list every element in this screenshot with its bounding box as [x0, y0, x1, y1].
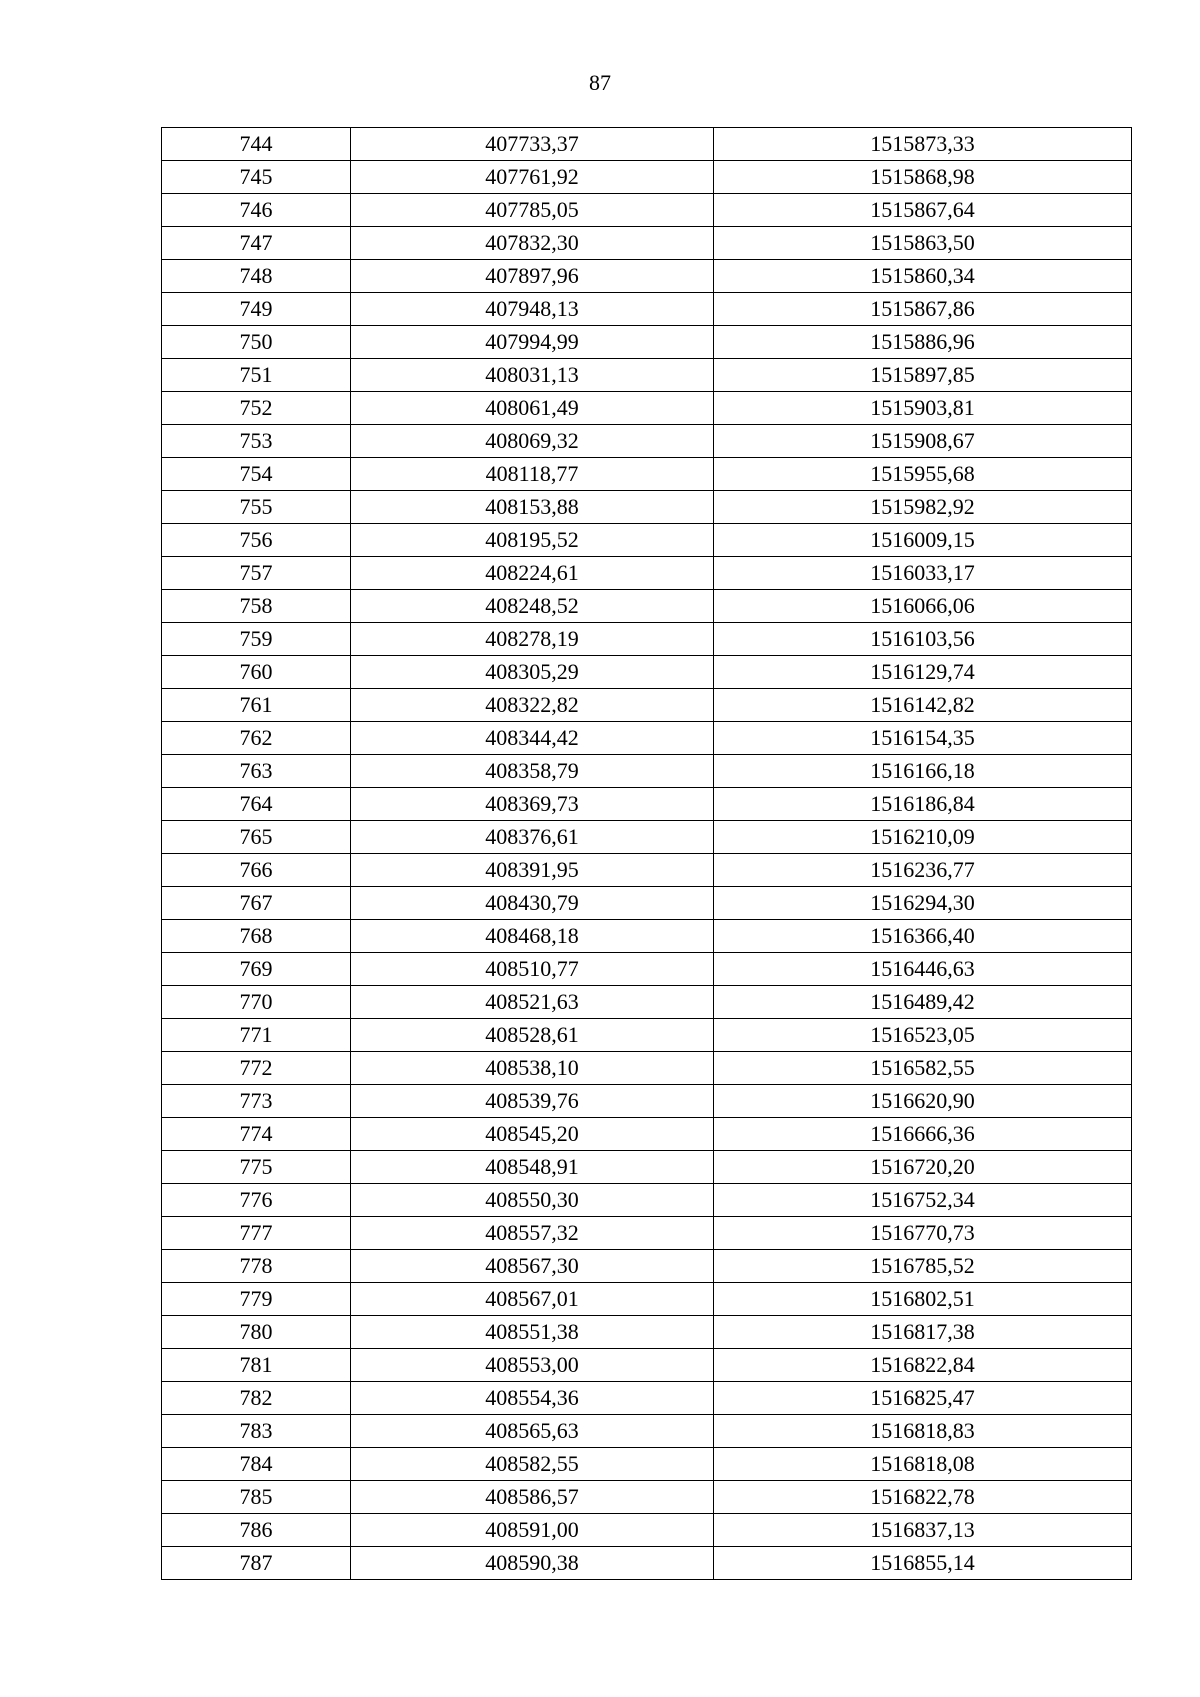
y-coordinate-cell: 1516818,08 — [714, 1448, 1132, 1481]
point-number-cell: 780 — [162, 1316, 351, 1349]
point-number-cell: 756 — [162, 524, 351, 557]
y-coordinate-cell: 1516294,30 — [714, 887, 1132, 920]
point-number-cell: 760 — [162, 656, 351, 689]
point-number-cell: 761 — [162, 689, 351, 722]
table-row — [162, 1184, 1132, 1217]
point-number-cell: 755 — [162, 491, 351, 524]
x-coordinate-cell: 408358,79 — [351, 755, 714, 788]
y-coordinate-cell: 1516154,35 — [714, 722, 1132, 755]
table-row — [162, 1514, 1132, 1547]
table-row — [162, 227, 1132, 260]
x-coordinate-cell: 408551,38 — [351, 1316, 714, 1349]
x-coordinate-cell: 408305,29 — [351, 656, 714, 689]
y-coordinate-cell: 1516855,14 — [714, 1547, 1132, 1580]
table-row — [162, 722, 1132, 755]
point-number-cell: 764 — [162, 788, 351, 821]
table-row — [162, 326, 1132, 359]
x-coordinate-cell: 408224,61 — [351, 557, 714, 590]
y-coordinate-cell: 1516817,38 — [714, 1316, 1132, 1349]
point-number-cell: 770 — [162, 986, 351, 1019]
table-row — [162, 425, 1132, 458]
x-coordinate-cell: 408586,57 — [351, 1481, 714, 1514]
y-coordinate-cell: 1516620,90 — [714, 1085, 1132, 1118]
point-number-cell: 747 — [162, 227, 351, 260]
point-number-cell: 763 — [162, 755, 351, 788]
y-coordinate-cell: 1516103,56 — [714, 623, 1132, 656]
x-coordinate-cell: 408550,30 — [351, 1184, 714, 1217]
table-row — [162, 590, 1132, 623]
x-coordinate-cell: 408582,55 — [351, 1448, 714, 1481]
table-row — [162, 491, 1132, 524]
table-row — [162, 821, 1132, 854]
point-number-cell: 769 — [162, 953, 351, 986]
x-coordinate-cell: 407733,37 — [351, 128, 714, 161]
y-coordinate-cell: 1516785,52 — [714, 1250, 1132, 1283]
y-coordinate-cell: 1516752,34 — [714, 1184, 1132, 1217]
point-number-cell: 749 — [162, 293, 351, 326]
table-row — [162, 986, 1132, 1019]
x-coordinate-cell: 408591,00 — [351, 1514, 714, 1547]
table-row — [162, 689, 1132, 722]
table-row — [162, 1382, 1132, 1415]
point-number-cell: 786 — [162, 1514, 351, 1547]
point-number-cell: 744 — [162, 128, 351, 161]
table-row — [162, 1481, 1132, 1514]
table-row — [162, 194, 1132, 227]
x-coordinate-cell: 408248,52 — [351, 590, 714, 623]
x-coordinate-cell: 408539,76 — [351, 1085, 714, 1118]
coordinates-table — [161, 127, 1132, 1580]
y-coordinate-cell: 1516186,84 — [714, 788, 1132, 821]
x-coordinate-cell: 408195,52 — [351, 524, 714, 557]
x-coordinate-cell: 408554,36 — [351, 1382, 714, 1415]
point-number-cell: 765 — [162, 821, 351, 854]
y-coordinate-cell: 1516822,84 — [714, 1349, 1132, 1382]
point-number-cell: 748 — [162, 260, 351, 293]
y-coordinate-cell: 1516236,77 — [714, 854, 1132, 887]
point-number-cell: 753 — [162, 425, 351, 458]
point-number-cell: 785 — [162, 1481, 351, 1514]
y-coordinate-cell: 1516666,36 — [714, 1118, 1132, 1151]
point-number-cell: 773 — [162, 1085, 351, 1118]
x-coordinate-cell: 408468,18 — [351, 920, 714, 953]
y-coordinate-cell: 1515982,92 — [714, 491, 1132, 524]
y-coordinate-cell: 1516142,82 — [714, 689, 1132, 722]
table-row — [162, 1415, 1132, 1448]
y-coordinate-cell: 1516818,83 — [714, 1415, 1132, 1448]
table-row — [162, 1448, 1132, 1481]
y-coordinate-cell: 1516523,05 — [714, 1019, 1132, 1052]
table-row — [162, 920, 1132, 953]
point-number-cell: 751 — [162, 359, 351, 392]
table-row — [162, 1250, 1132, 1283]
y-coordinate-cell: 1516837,13 — [714, 1514, 1132, 1547]
table-row — [162, 1547, 1132, 1580]
point-number-cell: 752 — [162, 392, 351, 425]
y-coordinate-cell: 1515863,50 — [714, 227, 1132, 260]
point-number-cell: 776 — [162, 1184, 351, 1217]
x-coordinate-cell: 408031,13 — [351, 359, 714, 392]
point-number-cell: 777 — [162, 1217, 351, 1250]
point-number-cell: 745 — [162, 161, 351, 194]
table-row — [162, 260, 1132, 293]
table-row — [162, 557, 1132, 590]
x-coordinate-cell: 408557,32 — [351, 1217, 714, 1250]
x-coordinate-cell: 408069,32 — [351, 425, 714, 458]
y-coordinate-cell: 1515897,85 — [714, 359, 1132, 392]
table-row — [162, 953, 1132, 986]
y-coordinate-cell: 1516066,06 — [714, 590, 1132, 623]
table-row — [162, 1085, 1132, 1118]
table-row — [162, 161, 1132, 194]
y-coordinate-cell: 1516166,18 — [714, 755, 1132, 788]
x-coordinate-cell: 408376,61 — [351, 821, 714, 854]
point-number-cell: 774 — [162, 1118, 351, 1151]
table-row — [162, 755, 1132, 788]
table-row — [162, 788, 1132, 821]
point-number-cell: 750 — [162, 326, 351, 359]
table-row — [162, 1151, 1132, 1184]
point-number-cell: 754 — [162, 458, 351, 491]
table-row — [162, 854, 1132, 887]
y-coordinate-cell: 1516802,51 — [714, 1283, 1132, 1316]
table-row — [162, 293, 1132, 326]
y-coordinate-cell: 1515955,68 — [714, 458, 1132, 491]
table-row — [162, 359, 1132, 392]
y-coordinate-cell: 1515873,33 — [714, 128, 1132, 161]
x-coordinate-cell: 408322,82 — [351, 689, 714, 722]
table-row — [162, 1349, 1132, 1382]
table-row — [162, 1052, 1132, 1085]
x-coordinate-cell: 408369,73 — [351, 788, 714, 821]
x-coordinate-cell: 408553,00 — [351, 1349, 714, 1382]
y-coordinate-cell: 1515886,96 — [714, 326, 1132, 359]
x-coordinate-cell: 408118,77 — [351, 458, 714, 491]
point-number-cell: 772 — [162, 1052, 351, 1085]
point-number-cell: 787 — [162, 1547, 351, 1580]
table-row — [162, 1217, 1132, 1250]
y-coordinate-cell: 1516770,73 — [714, 1217, 1132, 1250]
x-coordinate-cell: 408528,61 — [351, 1019, 714, 1052]
y-coordinate-cell: 1516366,40 — [714, 920, 1132, 953]
y-coordinate-cell: 1516825,47 — [714, 1382, 1132, 1415]
table-row — [162, 656, 1132, 689]
point-number-cell: 784 — [162, 1448, 351, 1481]
x-coordinate-cell: 408545,20 — [351, 1118, 714, 1151]
point-number-cell: 782 — [162, 1382, 351, 1415]
coordinates-table-body — [162, 128, 1132, 1580]
point-number-cell: 778 — [162, 1250, 351, 1283]
x-coordinate-cell: 408061,49 — [351, 392, 714, 425]
table-row — [162, 458, 1132, 491]
y-coordinate-cell: 1515867,86 — [714, 293, 1132, 326]
y-coordinate-cell: 1516582,55 — [714, 1052, 1132, 1085]
y-coordinate-cell: 1515868,98 — [714, 161, 1132, 194]
x-coordinate-cell: 408590,38 — [351, 1547, 714, 1580]
table-row — [162, 887, 1132, 920]
x-coordinate-cell: 407832,30 — [351, 227, 714, 260]
x-coordinate-cell: 408548,91 — [351, 1151, 714, 1184]
point-number-cell: 758 — [162, 590, 351, 623]
x-coordinate-cell: 407897,96 — [351, 260, 714, 293]
table-row — [162, 1283, 1132, 1316]
point-number-cell: 783 — [162, 1415, 351, 1448]
x-coordinate-cell: 407761,92 — [351, 161, 714, 194]
point-number-cell: 767 — [162, 887, 351, 920]
table-row — [162, 1118, 1132, 1151]
table-row — [162, 1019, 1132, 1052]
point-number-cell: 766 — [162, 854, 351, 887]
x-coordinate-cell: 408510,77 — [351, 953, 714, 986]
y-coordinate-cell: 1516822,78 — [714, 1481, 1132, 1514]
point-number-cell: 775 — [162, 1151, 351, 1184]
point-number-cell: 779 — [162, 1283, 351, 1316]
table-row — [162, 524, 1132, 557]
x-coordinate-cell: 408565,63 — [351, 1415, 714, 1448]
point-number-cell: 768 — [162, 920, 351, 953]
x-coordinate-cell: 408344,42 — [351, 722, 714, 755]
point-number-cell: 771 — [162, 1019, 351, 1052]
x-coordinate-cell: 408567,30 — [351, 1250, 714, 1283]
x-coordinate-cell: 408521,63 — [351, 986, 714, 1019]
point-number-cell: 746 — [162, 194, 351, 227]
page-number: 87 — [589, 70, 611, 95]
table-row — [162, 128, 1132, 161]
x-coordinate-cell: 408567,01 — [351, 1283, 714, 1316]
point-number-cell: 757 — [162, 557, 351, 590]
y-coordinate-cell: 1516720,20 — [714, 1151, 1132, 1184]
y-coordinate-cell: 1516210,09 — [714, 821, 1132, 854]
table-row — [162, 623, 1132, 656]
x-coordinate-cell: 408538,10 — [351, 1052, 714, 1085]
y-coordinate-cell: 1516489,42 — [714, 986, 1132, 1019]
x-coordinate-cell: 407785,05 — [351, 194, 714, 227]
y-coordinate-cell: 1516446,63 — [714, 953, 1132, 986]
x-coordinate-cell: 407994,99 — [351, 326, 714, 359]
table-row — [162, 1316, 1132, 1349]
y-coordinate-cell: 1516129,74 — [714, 656, 1132, 689]
x-coordinate-cell: 408278,19 — [351, 623, 714, 656]
x-coordinate-cell: 408391,95 — [351, 854, 714, 887]
point-number-cell: 762 — [162, 722, 351, 755]
y-coordinate-cell: 1515908,67 — [714, 425, 1132, 458]
point-number-cell: 781 — [162, 1349, 351, 1382]
y-coordinate-cell: 1515867,64 — [714, 194, 1132, 227]
x-coordinate-cell: 408153,88 — [351, 491, 714, 524]
y-coordinate-cell: 1515903,81 — [714, 392, 1132, 425]
point-number-cell: 759 — [162, 623, 351, 656]
y-coordinate-cell: 1516009,15 — [714, 524, 1132, 557]
y-coordinate-cell: 1515860,34 — [714, 260, 1132, 293]
y-coordinate-cell: 1516033,17 — [714, 557, 1132, 590]
x-coordinate-cell: 408430,79 — [351, 887, 714, 920]
x-coordinate-cell: 407948,13 — [351, 293, 714, 326]
table-row — [162, 392, 1132, 425]
